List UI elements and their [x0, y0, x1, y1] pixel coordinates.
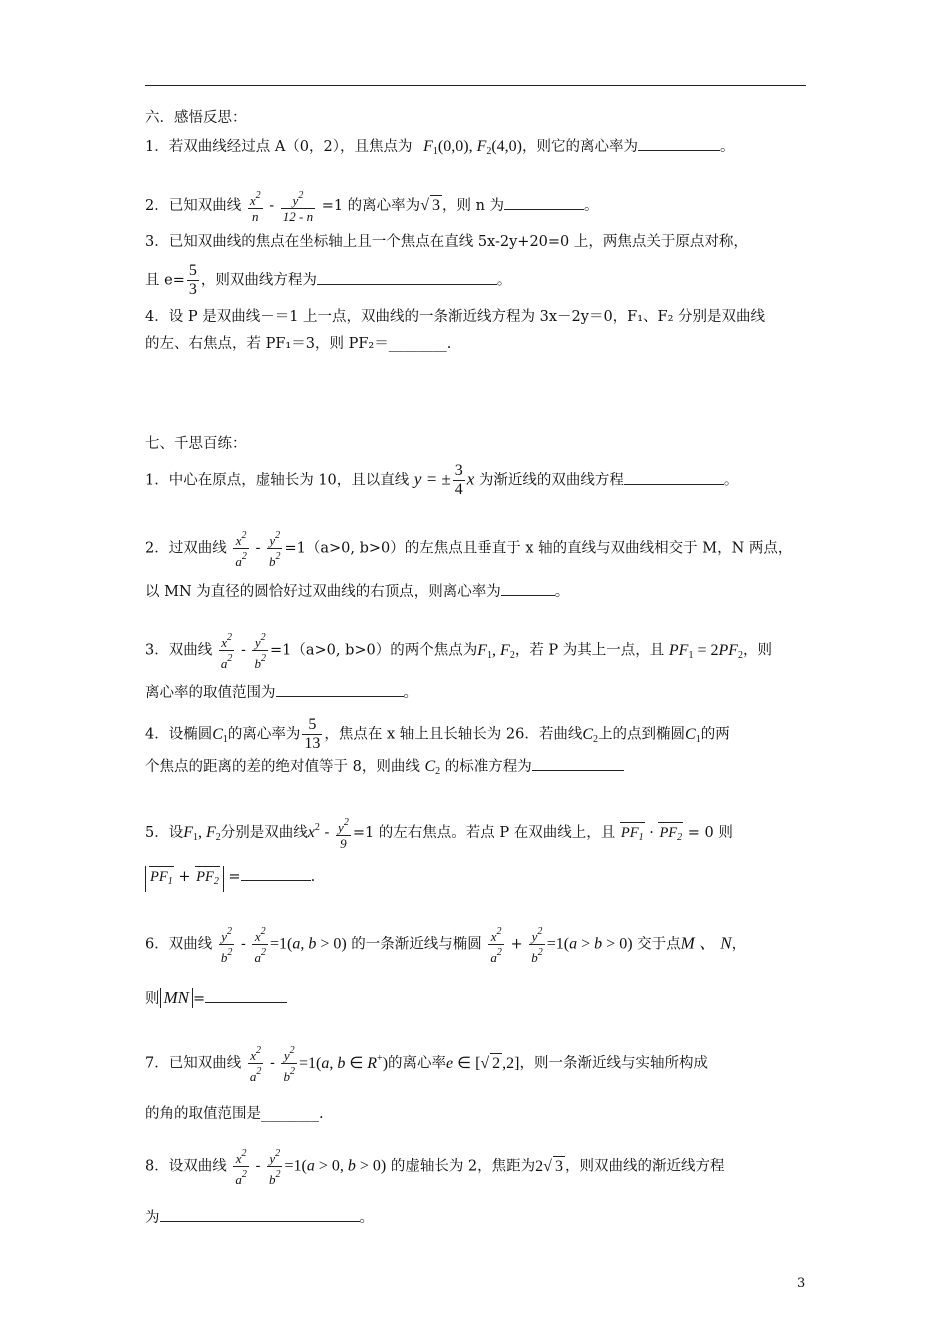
s6-question-4b: 的左、右焦点，若 PF₁＝3，则 PF₂＝________.: [145, 336, 452, 352]
s7-question-5a: 5．设$F_1$, $F_2$分别是双曲线$x^2$ - $\frac{y^2}{9}$ =1 的左右焦点。若点 P 在双曲线上，且 $PF_1 \cdot PF_2 = 0$ 则: [145, 817, 733, 851]
s7-question-7a: 7．已知双曲线 $\frac{x^2}{a^2}$ - $\frac{y^2}{b^2}$ =1(a, b ∈ R+)的离心率e ∈ [√ 2 ,2]，则一条渐近线与实轴所构成: [145, 1045, 708, 1084]
header-rule: [145, 85, 806, 86]
s7-question-8a: 8．设双曲线 $\frac{x^2}{a^2}$ - $\frac{y^2}{b^2}$ =1(a > 0, b > 0) 的虚轴长为 2，焦距为2√ 3 ，则双曲线的渐近线方程: [145, 1148, 725, 1187]
s7-question-8b: 为 。: [145, 1207, 374, 1228]
section-7-title: 七、千思百练：: [145, 436, 247, 452]
s6-question-4a: 4．设 P 是双曲线－＝1 上一点，双曲线的一条渐近线方程为 3x－2y＝0，F₁、F₂ 分别是双曲线: [145, 309, 766, 325]
s6-question-1: 1．若双曲线经过点 A（0，2），且焦点为 $F_1(0,0)$, $F_2(4,0)$，则它的离心率为 。: [145, 138, 735, 157]
s7-question-3a: 3．双曲线 $\frac{x^2}{a^2}$ - $\frac{y^2}{b^2}$ =1（a>0, b>0）的两个焦点为$F_1$, $F_2$，若 P 为其上一点，且 $PF_1 = 2PF_2$，则: [145, 632, 773, 671]
s7-question-3b: 离心率的取值范围为 。: [145, 682, 418, 703]
s7-question-7b: 的角的取值范围是________.: [145, 1106, 324, 1122]
s6-question-2: 2．已知双曲线 $\frac{x^2}{n}$ - $\frac{y^2}{12 - n}$ =1 的离心率为√ 3 ，则 n 为 。: [145, 190, 599, 224]
s7-question-6a: 6．双曲线 $\frac{y^2}{b^2}$ - $\frac{x^2}{a^2}$ =1(a, b > 0) 的一条渐近线与椭圆 $\frac{x^2}{a^2}$ + $\frac{y^2}{b^2}$ =1(a > b > 0) 交于点M 、 N，: [145, 926, 747, 965]
s7-question-4b: 个焦点的距离的差的绝对值等于 8，则曲线 $C_2$ 的标准方程为: [145, 756, 624, 782]
s7-question-4a: 4．设椭圆$C_1$的离心率为 $\frac{5}{13}$ ，焦点在 x 轴上且长轴长为 26．若曲线$C_2$上的点到椭圆$C_1$的两: [145, 716, 730, 752]
s6-question-3b: 且 e= $\frac{5}{3}$ ，则双曲线方程为 。: [145, 262, 512, 298]
s7-question-2b: 以 MN 为直径的圆恰好过双曲线的右顶点，则离心率为 。: [145, 581, 569, 602]
s6-question-3a: 3．已知双曲线的焦点在坐标轴上且一个焦点在直线 5x-2y+20=0 上，两焦点关于原点对称，: [145, 234, 748, 250]
s7-question-5b: $PF_1 + PF_2$ = .: [145, 866, 315, 892]
s7-question-2a: 2．过双曲线 $\frac{x^2}{a^2}$ - $\frac{y^2}{b^2}$ =1（a>0, b>0）的左焦点且垂直于 x 轴的直线与双曲线相交于 M，N 两点，: [145, 530, 793, 569]
s7-question-6b: 则 MN =: [145, 988, 287, 1009]
page-number: 3: [797, 1276, 806, 1291]
s7-question-1: 1．中心在原点，虚轴长为 10，且以直线 y = ± $\frac{3}{4}$ x 为渐近线的双曲线方程 。: [145, 462, 739, 498]
section-6-title: 六．感悟反思：: [145, 110, 247, 126]
